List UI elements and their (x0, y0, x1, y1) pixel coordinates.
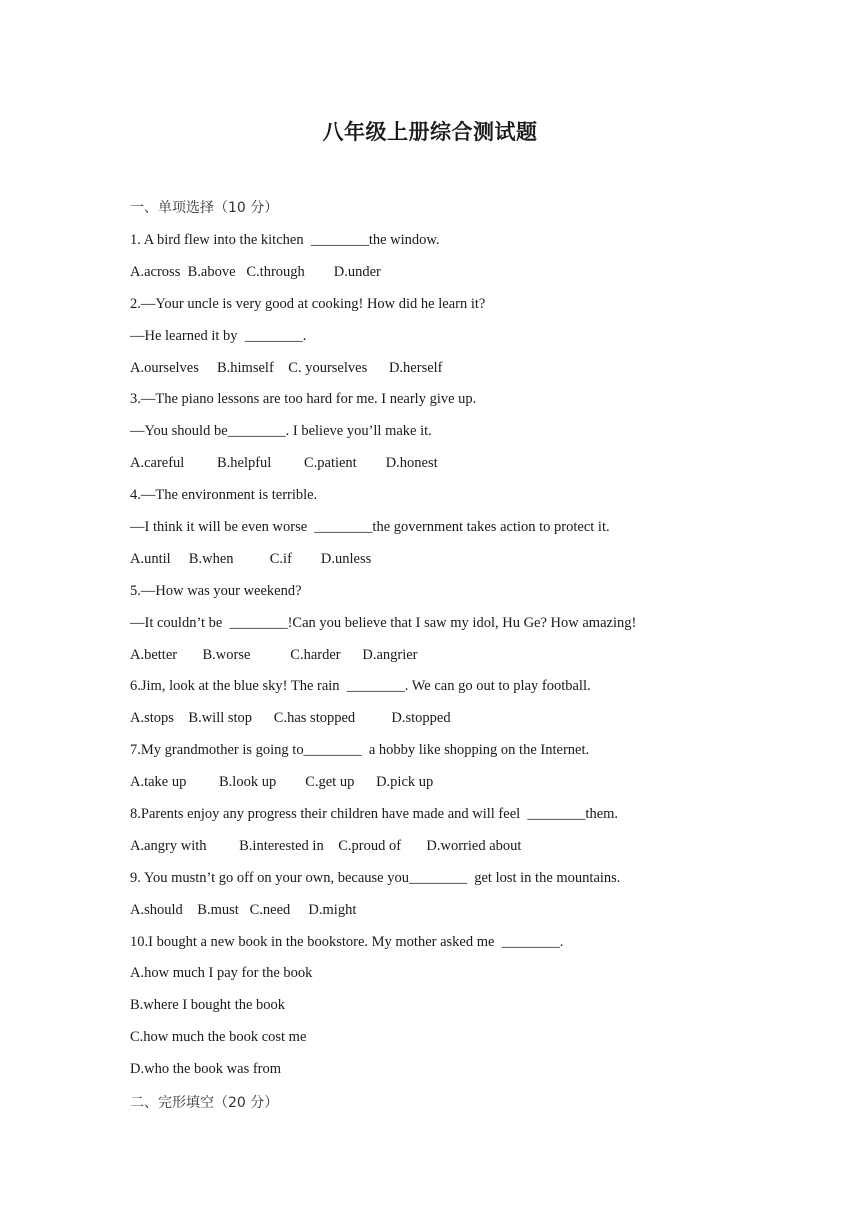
section-heading-single-choice: 一、单项选择（10 分） (130, 200, 279, 216)
options-line: A.better B.worse C.harder D.angrier (130, 646, 418, 663)
options-line: A.stops B.will stop C.has stopped D.stopped (130, 710, 451, 727)
answer-line: —It couldn’t be ________!Can you believe that I saw my idol, Hu Ge? How amazing! (130, 614, 637, 631)
answer-line: —You should be________. I believe you’ll make it. (130, 423, 432, 440)
options-line: A.across B.above C.through D.under (130, 263, 381, 280)
options-line: A.ourselves B.himself C. yourselves D.herself (130, 359, 443, 376)
options-line: A.take up B.look up C.get up D.pick up (130, 774, 434, 791)
question-line: 5.—How was your weekend? (130, 582, 302, 599)
options-line: A.until B.when C.if D.unless (130, 550, 372, 567)
options-line: A.angry with B.interested in C.proud of D.worried about (130, 837, 522, 854)
question-line: 3.—The piano lessons are too hard for me. I nearly give up. (130, 391, 477, 408)
question-line: 8.Parents enjoy any progress their children have made and will feel ________them. (130, 806, 619, 823)
question-list (130, 229, 830, 1090)
option-line: A.how much I pay for the book (130, 965, 313, 982)
question-line: 9. You mustn’t go off on your own, because you________ get lost in the mountains. (130, 869, 621, 886)
question-line: 7.My grandmother is going to________ a hobby like shopping on the Internet. (130, 742, 590, 759)
option-line: B.where I bought the book (130, 997, 286, 1014)
page-title: 八年级上册综合测试题 (322, 120, 538, 144)
option-line: C.how much the book cost me (130, 1029, 307, 1046)
question-line: 6.Jim, look at the blue sky! The rain ________. We can go out to play football. (130, 678, 591, 695)
section-heading-cloze: 二、完形填空（20 分） (130, 1095, 279, 1111)
answer-line: —I think it will be even worse ________the government takes action to protect it. (130, 519, 610, 536)
option-line: D.who the book was from (130, 1061, 282, 1078)
question-line: 10.I bought a new book in the bookstore. My mother asked me ________. (130, 933, 564, 950)
options-line: A.careful B.helpful C.patient D.honest (130, 455, 438, 472)
question-line: 2.—Your uncle is very good at cooking! How did he learn it? (130, 295, 486, 312)
answer-line: —He learned it by ________. (130, 327, 307, 344)
options-line: A.should B.must C.need D.might (130, 901, 357, 918)
question-line: 1. A bird flew into the kitchen ________the window. (130, 232, 440, 248)
question-line: 4.—The environment is terrible. (130, 487, 318, 504)
